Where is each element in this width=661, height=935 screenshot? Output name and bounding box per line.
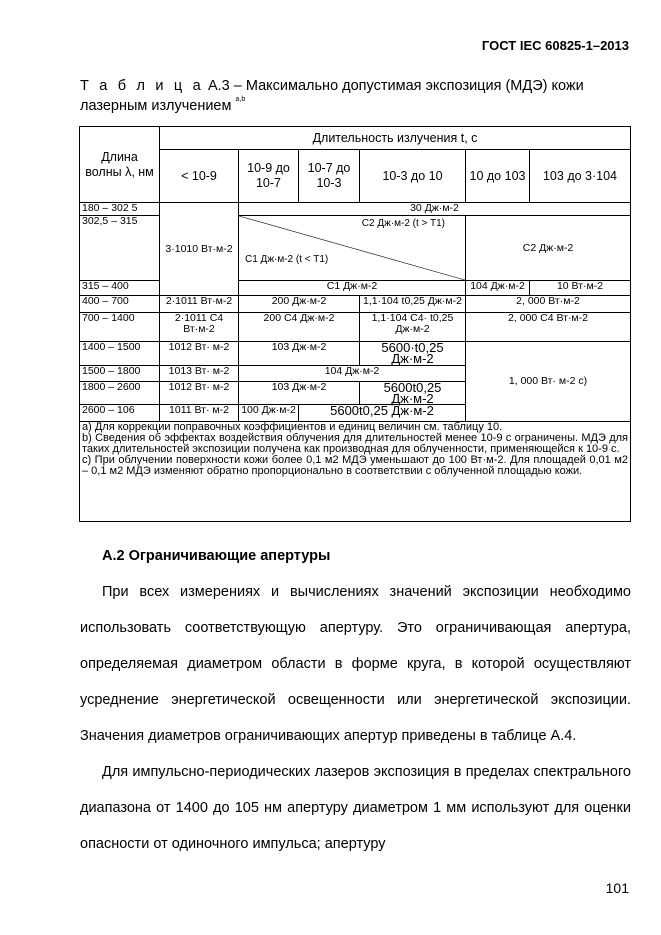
cell-r5-1: 2·1011 C4 Вт·м-2 (160, 313, 239, 342)
note-a: a) Для коррекции поправочных коэффициентов и единиц величин см. таблицу 10. (82, 421, 503, 433)
cell-r3-c: 10 Вт·м-2 (530, 281, 631, 296)
cell-r7-2: 104 Дж·м-2 (239, 366, 466, 382)
cell-r4-3: 1,1·104 t0,25 Дж·м-2 (360, 296, 466, 313)
note-b: b) Сведения об эффектах воздействия облучения для длительностей менее 10-9 с ограничены. МДЭ для таких длительностей экспозиции получена как производная для облученности, применяющейся к 10-9 с. (82, 432, 628, 455)
paragraph-2-text: Для импульсно-периодических лазеров экспозиция в пределах спектрального диапазона от 1400 до 105 нм апертуру диаметром 1 мм используют для оценки опасности от одиночного импульса; апертуру (80, 764, 631, 852)
wavelength-cell: 1500 – 1800 (80, 366, 160, 382)
paragraph-1 (80, 574, 631, 754)
caption-word: Т а б л и ц а (80, 78, 204, 94)
cell-shared-low: 3·1010 Вт·м-2 (160, 203, 239, 296)
mde-table (79, 126, 631, 522)
cell-r6-2: 103 Дж·м-2 (239, 342, 360, 366)
wavelength-cell: 180 – 302 5 (80, 203, 160, 216)
caption-text: А.3 – Максимально допустимая экспозиция (МДЭ) кожи лазерным излучением (80, 78, 584, 114)
cell-shared-high: 1, 000 Вт· м-2 c) (466, 342, 631, 422)
cell-r4-1: 2·1011 Вт·м-2 (160, 296, 239, 313)
table-notes (80, 422, 631, 522)
cell-r3-b: 104 Дж·м-2 (466, 281, 530, 296)
cell-r2-right: C2 Дж·м-2 (466, 216, 631, 281)
paragraph-2 (80, 754, 631, 862)
cell-r5-2: 200 C4 Дж·м-2 (239, 313, 360, 342)
wavelength-cell: 400 – 700 (80, 296, 160, 313)
cell-r4-4: 2, 000 Вт·м-2 (466, 296, 631, 313)
cell-r6-1: 1012 Вт· м-2 (160, 342, 239, 366)
document-header: ГОСТ IEC 60825-1–2013 (481, 38, 629, 53)
cell-r1: 30 Дж·м-2 (239, 203, 631, 216)
wavelength-cell: 315 – 400 (80, 281, 160, 296)
cell-r6-3: 5600·t0,25 Дж·м-2 (360, 342, 466, 366)
paragraph-1-text: При всех измерениях и вычислениях значений экспозиции необходимо использовать соответствующую апертуру. Это ограничивающая апертура, определяемая диаметром области в форме круга, в которой осуществляют усреднение энергетической освещенности или энергетической экспозиции. Значения диаметров ограничивающих апертур приведены в таблице А.4. (80, 584, 631, 744)
caption-note: a,b (235, 96, 246, 103)
duration-col-5: 10 до 103 (466, 150, 530, 203)
diag-right-label: C2 Дж·м-2 (t > T1) (361, 218, 445, 229)
table-caption (80, 76, 630, 116)
cell-r3-a: C1 Дж·м-2 (239, 281, 466, 296)
cell-r9-2: 100 Дж·м-2 (239, 405, 299, 422)
section-title: А.2 Ограничивающие апертуры (102, 548, 331, 564)
note-c: c) При облучении поверхности кожи более 0,1 м2 МДЭ уменьшают до 100 Вт·м-2. Для площадей 0,01 м2 – 0,1 м2 МДЭ изменяют обратно пропорционально в соответствии с облученной площадью кожи. (82, 454, 628, 477)
cell-r8-3: 5600t0,25 Дж·м-2 (360, 382, 466, 405)
diag-left-label: C1 Дж·м-2 (t < T1) (245, 254, 329, 265)
cell-r9-3: 5600t0,25 Дж·м-2 (299, 405, 466, 422)
cell-r7-1: 1013 Вт· м-2 (160, 366, 239, 382)
cell-r9-1: 1011 Вт· м-2 (160, 405, 239, 422)
duration-col-1: < 10-9 (160, 150, 239, 203)
duration-col-6: 103 до 3·104 (530, 150, 631, 203)
cell-diagonal (239, 216, 466, 281)
wavelength-cell: 1400 – 1500 (80, 342, 160, 366)
wavelength-cell: 700 – 1400 (80, 313, 160, 342)
cell-r5-4: 2, 000 C4 Вт·м-2 (466, 313, 631, 342)
cell-r8-1: 1012 Вт· м-2 (160, 382, 239, 405)
page-number: 101 (605, 880, 629, 896)
wavelength-cell: 2600 – 106 (80, 405, 160, 422)
cell-r8-2: 103 Дж·м-2 (239, 382, 360, 405)
wavelength-cell: 1800 – 2600 (80, 382, 160, 405)
cell-r5-3: 1,1·104 C4· t0,25 Дж·м-2 (360, 313, 466, 342)
cell-r4-2: 200 Дж·м-2 (239, 296, 360, 313)
wavelength-cell: 302,5 – 315 (80, 216, 160, 281)
duration-col-3: 10-7 до 10-3 (299, 150, 360, 203)
duration-col-2: 10-9 до 10-7 (239, 150, 299, 203)
header-wavelength: Длина волны λ, нм (80, 127, 160, 203)
duration-col-4: 10-3 до 10 (360, 150, 466, 203)
header-duration: Длительность излучения t, с (160, 127, 631, 150)
